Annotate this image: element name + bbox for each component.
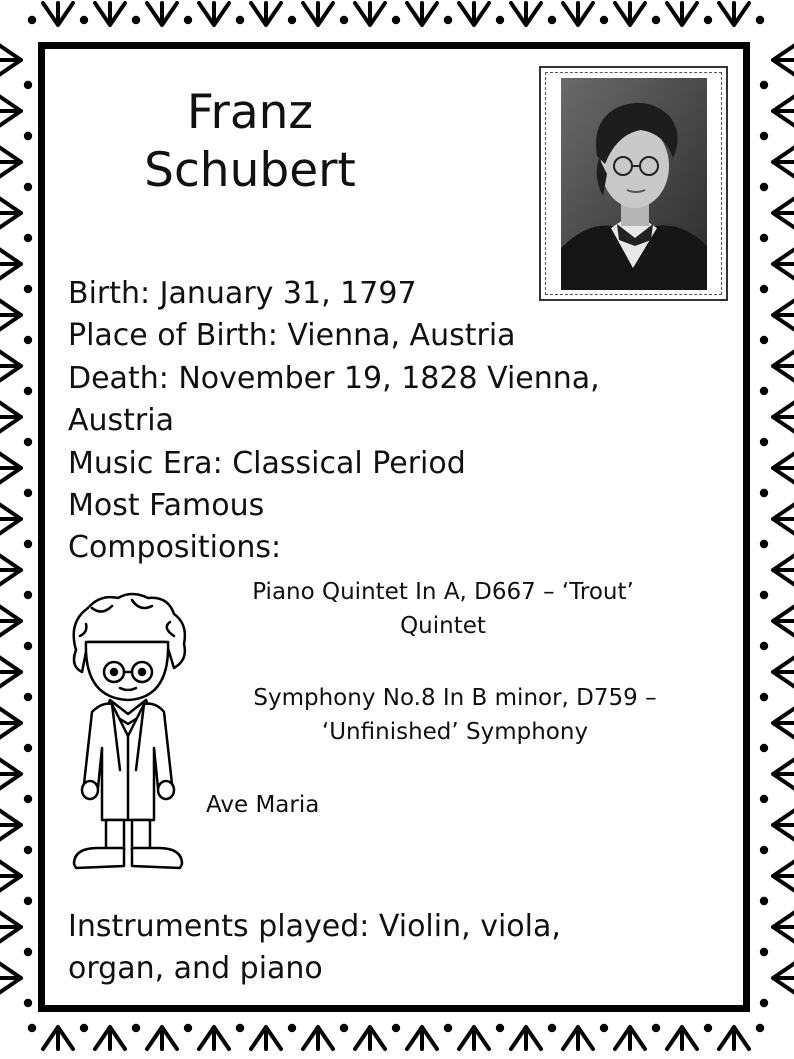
facts-list	[68, 273, 708, 570]
title-last-name: Schubert	[144, 143, 356, 198]
page-title	[100, 84, 400, 200]
title-first-name: Franz	[186, 85, 314, 140]
famous-compositions-heading-line1: Most Famous	[68, 488, 265, 524]
composition-trout-quintet: Piano Quintet In A, D667 – ‘Trout’ Quintet	[252, 579, 634, 639]
death-info-line1: Death: November 19, 1828 Vienna,	[68, 360, 600, 396]
composition-unfinished-symphony: Symphony No.8 In B minor, D759 – ‘Unfinished’ Symphony	[253, 685, 657, 745]
famous-compositions-heading-line2: Compositions:	[68, 530, 282, 566]
composer-cartoon-icon	[62, 588, 196, 874]
music-era: Music Era: Classical Period	[68, 445, 466, 481]
place-of-birth: Place of Birth: Vienna, Austria	[68, 318, 516, 354]
instruments-line2: organ, and piano	[68, 951, 323, 986]
death-info-line2: Austria	[68, 403, 174, 439]
birth-date: Birth: January 31, 1797	[68, 276, 417, 311]
instruments-line1: Instruments played: Violin, viola,	[68, 909, 561, 944]
instruments-played	[68, 906, 561, 990]
portrait-frame	[539, 66, 728, 301]
composer-portrait-icon	[561, 78, 707, 290]
composition-ave-maria: Ave Maria	[206, 792, 320, 818]
